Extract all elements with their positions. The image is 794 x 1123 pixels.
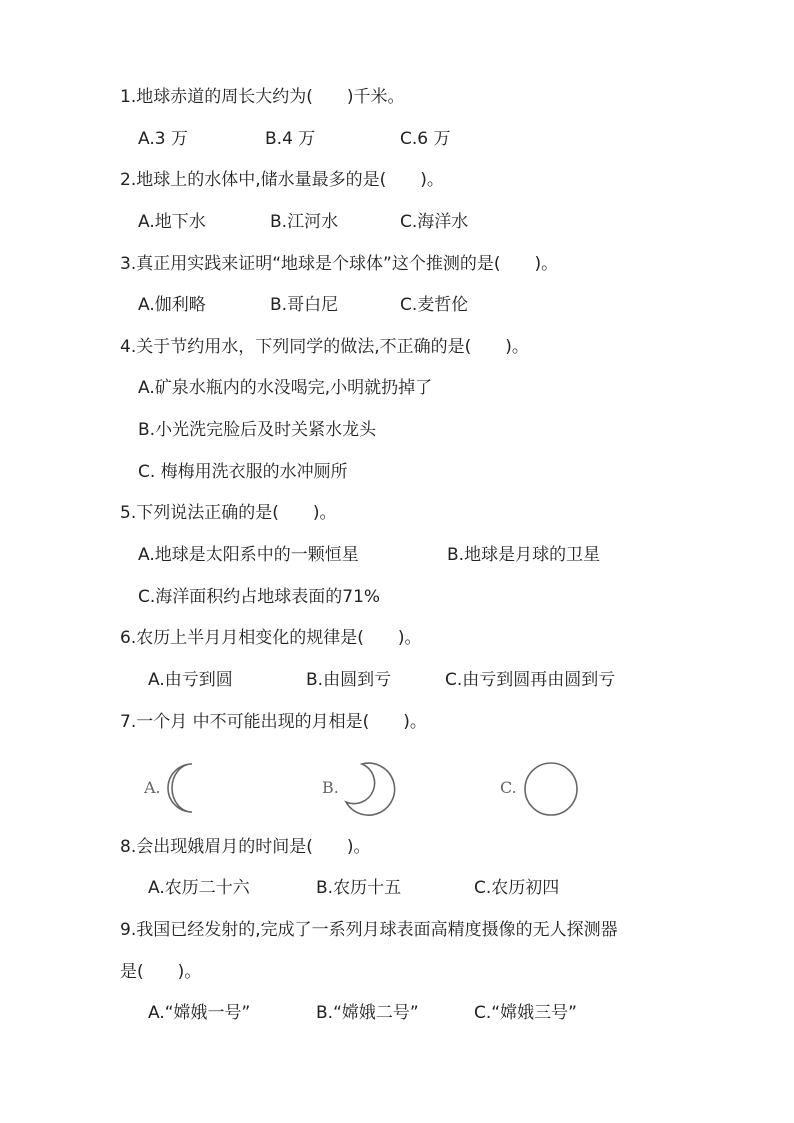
question-3: 3.真正用实践来证明“地球是个球体”这个推测的是( )。 — [120, 254, 559, 274]
q4-option-b[interactable]: B.小光洗完脸后及时关紧水龙头 — [138, 420, 377, 440]
q2-option-a[interactable]: A.地下水 — [138, 212, 206, 232]
crescent-moon-icon[interactable] — [162, 760, 202, 816]
question-2: 2.地球上的水体中,储水量最多的是( )。 — [120, 170, 444, 190]
q4-option-a[interactable]: A.矿泉水瓶内的水没喝完,小明就扔掉了 — [138, 378, 433, 398]
moon-phase-figure — [120, 748, 600, 828]
question-9-continued: 是( )。 — [120, 962, 202, 982]
q5-option-a[interactable]: A.地球是太阳系中的一颗恒星 — [138, 545, 359, 565]
question-7: 7.一个月 中不可能出现的月相是( )。 — [120, 712, 427, 732]
question-4: 4.关于节约用水，下列同学的做法,不正确的是( )。 — [120, 337, 529, 357]
q8-option-c[interactable]: C.农历初四 — [474, 878, 560, 898]
q7-option-c-label[interactable]: C. — [500, 778, 517, 797]
q8-option-a[interactable]: A.农历二十六 — [148, 878, 250, 898]
q3-option-c[interactable]: C.麦哲伦 — [400, 295, 469, 315]
q6-option-b[interactable]: B.由圆到亏 — [306, 670, 392, 690]
q9-option-c[interactable]: C.“嫦娥三号” — [474, 1003, 577, 1023]
full-moon-icon[interactable] — [522, 760, 580, 818]
q6-option-a[interactable]: A.由亏到圆 — [148, 670, 233, 690]
q1-option-c[interactable]: C.6 万 — [400, 129, 451, 149]
q1-option-a[interactable]: A.3 万 — [138, 129, 188, 149]
q5-option-c[interactable]: C.海洋面积约占地球表面的71% — [138, 587, 381, 607]
question-8: 8.会出现娥眉月的时间是( )。 — [120, 837, 371, 857]
q2-option-c[interactable]: C.海洋水 — [400, 212, 469, 232]
q9-option-b[interactable]: B.“嫦娥二号” — [316, 1003, 419, 1023]
q1-option-b[interactable]: B.4 万 — [265, 129, 316, 149]
q4-option-c[interactable]: C. 梅梅用洗衣服的水冲厕所 — [138, 462, 348, 482]
q3-option-a[interactable]: A.伽利略 — [138, 295, 206, 315]
question-5: 5.下列说法正确的是( )。 — [120, 503, 337, 523]
q5-option-b[interactable]: B.地球是月球的卫星 — [447, 545, 601, 565]
q2-option-b[interactable]: B.江河水 — [270, 212, 339, 232]
q7-option-a-label[interactable]: A. — [144, 778, 161, 797]
gibbous-moon-icon[interactable] — [340, 758, 402, 818]
q6-option-c[interactable]: C.由亏到圆再由圆到亏 — [445, 670, 616, 690]
q3-option-b[interactable]: B.哥白尼 — [270, 295, 339, 315]
question-6: 6.农历上半月月相变化的规律是( )。 — [120, 628, 422, 648]
question-9: 9.我国已经发射的,完成了一系列月球表面高精度摄像的无人探测器 — [120, 920, 618, 940]
q7-option-b-label[interactable]: B. — [322, 778, 339, 797]
q9-option-a[interactable]: A.“嫦娥一号” — [148, 1003, 251, 1023]
question-1: 1.地球赤道的周长大约为( )千米。 — [120, 87, 405, 107]
q8-option-b[interactable]: B.农历十五 — [316, 878, 402, 898]
